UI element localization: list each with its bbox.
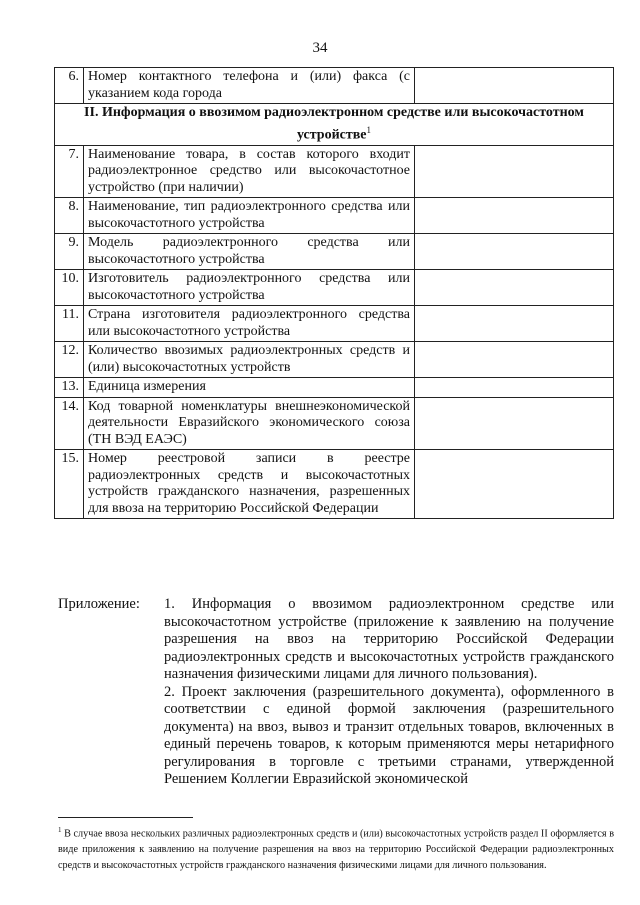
row-number: 12.	[55, 342, 84, 378]
appendix-label: Приложение:	[58, 596, 140, 612]
table-body	[55, 68, 614, 519]
row-value-cell[interactable]	[415, 234, 614, 270]
table-row	[55, 342, 614, 378]
table-row	[55, 378, 614, 398]
row-value-cell[interactable]	[415, 270, 614, 306]
row-value-cell[interactable]	[415, 342, 614, 378]
row-value-cell[interactable]	[415, 68, 614, 104]
row-number: 6.	[55, 68, 84, 104]
row-value-cell[interactable]	[415, 145, 614, 198]
page-number: 34	[312, 40, 328, 56]
section-title-text: II. Информация о ввозимом радиоэлектронном средстве или высокочастотном устройстве	[84, 105, 584, 143]
footnote-text: В случае ввоза нескольких различных радиоэлектронных средств и (или) высокочастотных устройств раздел II оформляется в виде приложения к заявлению на получение разрешения на ввоз на территорию Российской Федерации радиоэлектронных средств и высокочастотных устройств гражданского назначения физическими лицами для личного пользования.	[58, 828, 615, 872]
row-value-cell[interactable]	[415, 198, 614, 234]
row-label: Номер реестровой записи в реестре радиоэлектронных средств и высокочастотных устройств гражданского назначения, разрешенных для ввоза на территорию Российской Федерации	[84, 450, 415, 519]
row-label: Код товарной номенклатуры внешнеэкономической деятельности Евразийского экономического союза (ТН ВЭД ЕАЭС)	[84, 397, 415, 450]
row-number: 11.	[55, 306, 84, 342]
section-title	[55, 104, 614, 146]
table-row	[55, 234, 614, 270]
row-value-cell[interactable]	[415, 378, 614, 398]
footnote	[58, 822, 614, 874]
row-number: 10.	[55, 270, 84, 306]
row-label: Номер контактного телефона и (или) факса (с указанием кода города	[84, 68, 415, 104]
row-number: 9.	[55, 234, 84, 270]
table-row	[55, 397, 614, 450]
table-row	[55, 68, 614, 104]
row-label: Наименование, тип радиоэлектронного средства или высокочастотного устройства	[84, 198, 415, 234]
row-value-cell[interactable]	[415, 397, 614, 450]
appendix-items	[164, 596, 614, 789]
row-number: 8.	[55, 198, 84, 234]
footnote-reference: 1	[366, 124, 372, 135]
row-label: Страна изготовителя радиоэлектронного средства или высокочастотного устройства	[84, 306, 415, 342]
table-row	[55, 306, 614, 342]
row-label: Единица измерения	[84, 378, 415, 398]
row-value-cell[interactable]	[415, 306, 614, 342]
row-number: 13.	[55, 378, 84, 398]
table-row	[55, 450, 614, 519]
appendix-item: 2. Проект заключения (разрешительного документа), оформленного в соответствии с единой формой заключения (разрешительного документа) на ввоз, вывоз и транзит отдельных товаров, включенных в единый перечень товаров, к которым применяются меры нетарифного регулирования в торговле с третьими странами, утвержденной Решением Коллегии Евразийской экономической	[164, 683, 614, 787]
row-number: 14.	[55, 397, 84, 450]
footnote-divider	[58, 817, 193, 818]
row-label: Наименование товара, в состав которого входит радиоэлектронное средство или высокочастотное устройство (при наличии)	[84, 145, 415, 198]
footnote-mark: 1	[58, 826, 62, 834]
row-label: Изготовитель радиоэлектронного средства или высокочастотного устройства	[84, 270, 415, 306]
row-label: Количество ввозимых радиоэлектронных средств и (или) высокочастотных устройств	[84, 342, 415, 378]
row-number: 15.	[55, 450, 84, 519]
table-row	[55, 270, 614, 306]
import-info-table	[54, 67, 614, 519]
table-row	[55, 198, 614, 234]
table-row	[55, 145, 614, 198]
appendix-item: 1. Информация о ввозимом радиоэлектронном средстве или высокочастотном устройстве (приложение к заявлению на получение разрешения на ввоз на территорию Российской Федерации радиоэлектронных средств и высокочастотных устройств гражданского назначения физическими лицами для личного пользования).	[164, 596, 614, 682]
row-value-cell[interactable]	[415, 450, 614, 519]
section-header-row	[55, 104, 614, 146]
row-label: Модель радиоэлектронного средства или высокочастотного устройства	[84, 234, 415, 270]
row-number: 7.	[55, 145, 84, 198]
